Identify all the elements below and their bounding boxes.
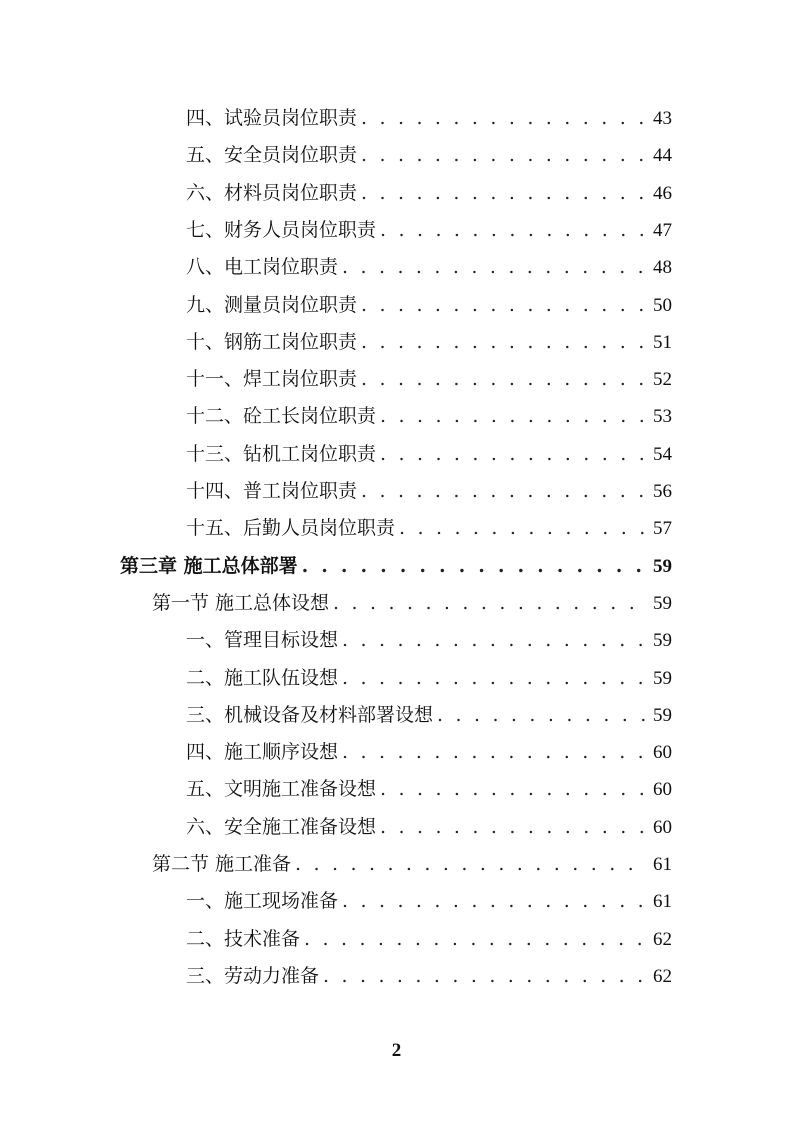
toc-entry-label: 十、钢筋工岗位职责 — [186, 330, 358, 353]
toc-entry[interactable] — [186, 734, 672, 771]
toc-dot-leader — [342, 249, 647, 286]
toc-dot-leader — [342, 622, 647, 659]
toc-entry[interactable] — [186, 212, 672, 249]
toc-entry-label: 三、劳动力准备 — [186, 964, 320, 987]
toc-entry-label: 六、安全施工准备设想 — [186, 815, 377, 838]
toc-entry[interactable] — [152, 585, 672, 622]
toc-entry-label: 六、材料员岗位职责 — [186, 181, 358, 204]
toc-entry-page: 54 — [653, 443, 672, 465]
toc-dot-leader — [333, 585, 647, 622]
toc-dot-leader — [342, 734, 647, 771]
toc-entry-label: 五、文明施工准备设想 — [186, 778, 377, 801]
toc-entry[interactable] — [186, 622, 672, 659]
toc-entry-page: 46 — [653, 182, 672, 204]
toc-entry[interactable] — [120, 548, 672, 585]
toc-entry[interactable] — [186, 473, 672, 510]
toc-entry-label: 十四、普工岗位职责 — [186, 480, 358, 502]
toc-dot-leader — [380, 771, 647, 808]
toc-entry-label: 四、试验员岗位职责 — [186, 107, 358, 129]
toc-entry-label: 第一节 施工总体设想 — [152, 591, 330, 614]
toc-dot-leader — [361, 137, 647, 174]
toc-entry-page: 48 — [653, 257, 672, 279]
toc-entry[interactable] — [186, 361, 672, 398]
toc-entry-page: 62 — [653, 965, 672, 987]
toc-entry[interactable] — [186, 324, 672, 361]
toc-entry-label: 八、电工岗位职责 — [186, 256, 339, 279]
toc-entry-page: 61 — [653, 854, 672, 875]
toc-dot-leader — [380, 809, 647, 846]
toc-entry-label: 二、技术准备 — [186, 927, 301, 950]
toc-entry[interactable] — [186, 249, 672, 286]
toc-entry-page: 52 — [653, 369, 672, 391]
toc-entry-page: 56 — [653, 481, 672, 502]
toc-entry-page: 59 — [653, 592, 672, 614]
toc-entry-page: 44 — [653, 145, 672, 167]
toc-entry[interactable] — [186, 137, 672, 174]
toc-entry-label: 一、管理目标设想 — [186, 629, 339, 652]
toc-dot-leader — [361, 287, 647, 324]
toc-entry-page: 47 — [653, 219, 672, 241]
toc-entry-label: 十三、钻机工岗位职责 — [186, 442, 377, 465]
toc-entry-page: 59 — [653, 630, 672, 652]
toc-entry[interactable] — [186, 958, 672, 995]
toc-entry-page: 53 — [653, 406, 672, 428]
toc-dot-leader — [323, 958, 647, 995]
toc-entry[interactable] — [186, 100, 672, 137]
toc-entry[interactable] — [186, 809, 672, 846]
toc-dot-leader — [295, 846, 647, 883]
toc-entry-page: 51 — [653, 331, 672, 353]
toc-dot-leader — [399, 510, 647, 547]
toc-entry-label: 七、财务人员岗位职责 — [186, 218, 377, 241]
toc-entry-page: 60 — [653, 742, 672, 764]
toc-entry-label: 第三章 施工总体部署 — [120, 554, 298, 577]
toc-dot-leader — [342, 883, 647, 920]
toc-entry[interactable] — [186, 660, 672, 697]
toc-entry-page: 60 — [653, 779, 672, 801]
toc-entry-page: 59 — [653, 555, 672, 577]
toc-entry[interactable] — [186, 287, 672, 324]
toc-dot-leader — [361, 100, 647, 137]
toc-dot-leader — [304, 921, 647, 958]
toc-entry[interactable] — [186, 883, 672, 920]
toc-entry[interactable] — [186, 175, 672, 212]
toc-entry-page: 61 — [653, 891, 672, 913]
toc-entry-label: 第二节 施工准备 — [152, 853, 292, 875]
toc-dot-leader — [361, 361, 647, 398]
toc-dot-leader — [380, 212, 647, 249]
toc-entry-page: 60 — [653, 816, 672, 838]
toc-dot-leader — [361, 175, 647, 212]
toc-entry-page: 57 — [653, 518, 672, 540]
toc-dot-leader — [342, 660, 647, 697]
toc-entry[interactable] — [186, 921, 672, 958]
toc-entry[interactable] — [186, 697, 672, 734]
toc-entry[interactable] — [186, 436, 672, 473]
toc-entry-page: 43 — [653, 108, 672, 129]
toc-entry[interactable] — [152, 846, 672, 883]
toc-entry-label: 三、机械设备及材料部署设想 — [186, 703, 434, 726]
toc-dot-leader — [361, 324, 647, 361]
toc-entry-page: 62 — [653, 928, 672, 950]
toc-entry-label: 四、施工顺序设想 — [186, 741, 339, 764]
toc-entry-page: 59 — [653, 704, 672, 726]
toc-entry-label: 五、安全员岗位职责 — [186, 144, 358, 167]
toc-entry-label: 十二、砼工长岗位职责 — [186, 405, 377, 428]
page-number: 2 — [391, 1040, 402, 1061]
toc-dot-leader — [361, 473, 647, 510]
toc-dot-leader — [380, 398, 647, 435]
toc-entry[interactable] — [186, 771, 672, 808]
toc-entry-page: 59 — [653, 667, 672, 689]
toc-entry-label: 一、施工现场准备 — [186, 890, 339, 913]
toc-entry[interactable] — [186, 510, 672, 547]
toc-entry[interactable] — [186, 398, 672, 435]
toc-entry-label: 十五、后勤人员岗位职责 — [186, 517, 396, 540]
toc-entry-label: 十一、焊工岗位职责 — [186, 368, 358, 391]
toc-entry-label: 九、测量员岗位职责 — [186, 293, 358, 316]
toc-dot-leader — [380, 436, 647, 473]
toc-entry-page: 50 — [653, 294, 672, 316]
toc-dot-leader — [437, 697, 647, 734]
toc-entry-label: 二、施工队伍设想 — [186, 666, 339, 689]
toc-dot-leader — [302, 548, 647, 585]
